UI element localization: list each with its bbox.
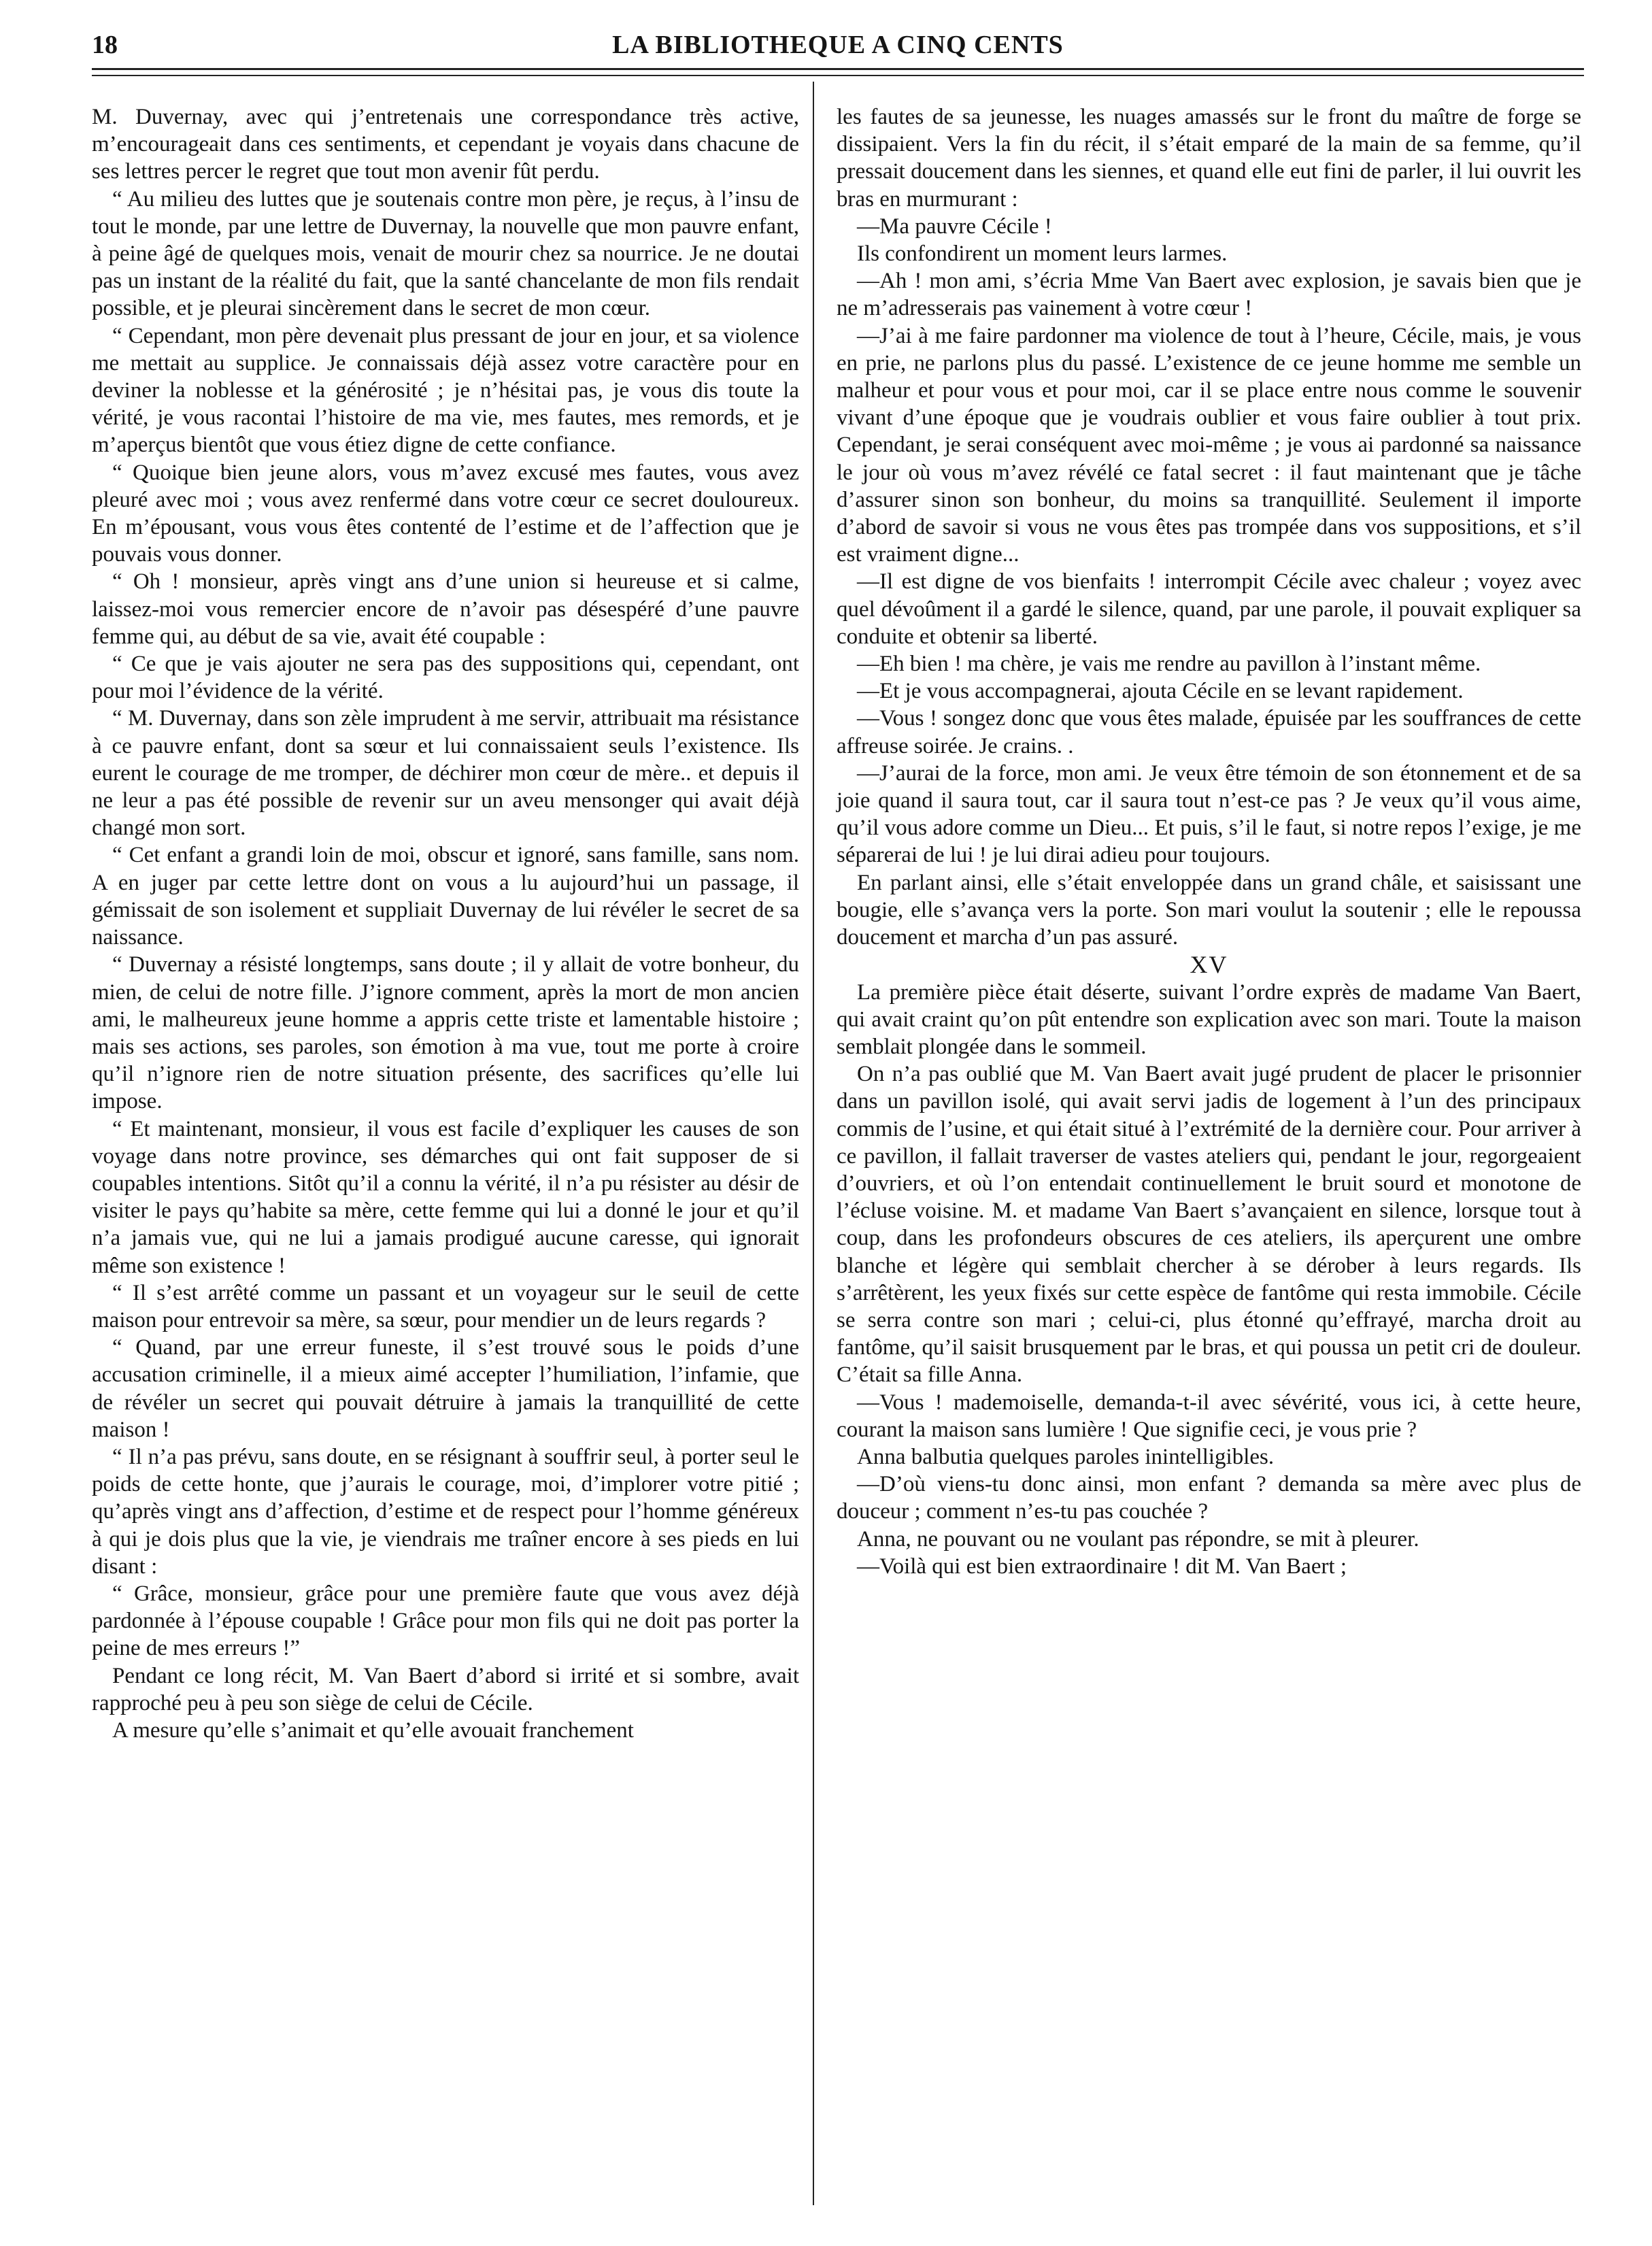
- paragraph: “ Cependant, mon père devenait plus pressant de jour en jour, et sa violence me mettait au supplice. Je connaissais déjà assez votre caractère pour en deviner la noblesse et la générosité ; je n’hésitai pas, je vous dis toute la vérité, je vous racontai l’histoire de ma vie, mes fautes, mes remords, et je m’aperçus bientôt que vous étiez digne de cette confiance.: [92, 323, 799, 458]
- paragraph: Ils confondirent un moment leurs larmes.: [857, 241, 1228, 267]
- paragraph: A mesure qu’elle s’animait et qu’elle avouait franchement: [112, 1717, 634, 1743]
- paragraph: —Vous ! mademoiselle, demanda-t-il avec sévérité, vous ici, à cette heure, courant la maison sans lumière ! Que signifie ceci, je vous prie ?: [837, 1390, 1581, 1442]
- paragraph: “ Et maintenant, monsieur, il vous est facile d’expliquer les causes de son voyage dans notre province, ses démarches qui ont fait supposer de si coupables intentions. Sitôt qu’il a connu la vérité, il n’a pu résister au désir de visiter le pays qu’habite sa mère, cette femme qui lui a donné le jour et qu’il n’a jamais vue, qui ne lui a jamais prodigué aucune caresse, qui ignorait même son existence !: [92, 1116, 799, 1278]
- paragraph: “ M. Duvernay, dans son zèle imprudent à me servir, attribuait ma résistance à ce pauvre enfant, dont sa sœur et lui connaissaient seuls l’existence. Ils eurent le courage de me tromper, de déchirer mon cœur de mère.. et depuis il ne leur a pas été possible de revenir sur un aveu mensonger qui avait déjà changé mon sort.: [92, 706, 799, 841]
- right-column: [837, 103, 1581, 1580]
- paragraph: —Et je vous accompagnerai, ajouta Cécile en se levant rapidement.: [857, 679, 1464, 704]
- paragraph: —Voilà qui est bien extraordinaire ! dit M. Van Baert ;: [857, 1554, 1347, 1579]
- paragraph: les fautes de sa jeunesse, les nuages amassés sur le front du maître de forge se dissipaient. Vers la fin du récit, il s’était emparé de la main de sa femme, qu’il pressait doucement dans les siennes, et quand elle eut fini de parler, il lui ouvrit les bras en murmurant :: [837, 105, 1581, 212]
- page-number: 18: [92, 31, 118, 59]
- paragraph: “ Il n’a pas prévu, sans doute, en se résignant à souffrir seul, à porter seul le poids de cette honte, que j’aurais le courage, moi, d’implorer votre pitié ; qu’après vingt ans d’affection, d’estime et de respect pour l’homme généreux à qui je dois plus que la vie, je viendrais me traîner encore à ses pieds en lui disant :: [92, 1444, 799, 1579]
- paragraph: —Ma pauvre Cécile !: [857, 214, 1052, 239]
- paragraph: M. Duvernay, avec qui j’entretenais une correspondance très active, m’encourageait dans ces sentiments, et cependant je voyais dans chacune de ses lettres percer le regret que tout mon avenir fût perdu.: [92, 105, 799, 184]
- paragraph: “ Duvernay a résisté longtemps, sans doute ; il y allait de votre bonheur, du mien, de celui de notre fille. J’ignore comment, après la mort de mon ancien ami, le malheureux jeune homme a appris cette triste et lamentable histoire ; mais ses actions, ses paroles, son émotion à ma vue, tout me porte à croire qu’il n’ignore rien de notre situation présente, des sacrifices qu’elle lui impose.: [92, 952, 799, 1114]
- paragraph: —Eh bien ! ma chère, je vais me rendre au pavillon à l’instant même.: [857, 652, 1481, 677]
- paragraph: —J’ai à me faire pardonner ma violence de tout à l’heure, Cécile, mais, je vous en prie, ne parlons plus du passé. L’existence de ce jeune homme me semble un malheur et pour vous et pour moi, car il se place entre nous comme le souvenir vivant d’une époque que je voudrais oublier et vous faire oublier à tout prix. Cependant, je serai conséquent avec moi-même ; je vous ai pardonné sa naissance le jour où vous m’avez révélé ce fatal secret : il faut maintenant que je tâche d’assurer sinon son bonheur, du moins sa tranquillité. Seulement il importe d’abord de savoir si vous ne vous êtes pas trompée dans vos suppositions, et s’il est vraiment digne...: [837, 323, 1581, 567]
- paragraph: —Ah ! mon ami, s’écria Mme Van Baert avec explosion, je savais bien que je ne m’adresserais pas vainement à votre cœur !: [837, 269, 1581, 321]
- running-title: LA BIBLIOTHEQUE A CINQ CENTS: [612, 31, 1064, 59]
- paragraph: “ Cet enfant a grandi loin de moi, obscur et ignoré, sans famille, sans nom. A en juger par cette lettre dont on vous a lu aujourd’hui un passage, il gémissait de son isolement et suppliait Duvernay de lui révéler le secret de sa naissance.: [92, 843, 799, 950]
- paragraph: —J’aurai de la force, mon ami. Je veux être témoin de son étonnement et de sa joie quand il saura tout, car il saura tout n’est-ce pas ? Je veux qu’il vous aime, qu’il vous adore comme un Dieu... Et puis, s’il le faut, si notre repos l’exige, je me séparerai de lui ! je lui dirai adieu pour toujours.: [837, 760, 1581, 868]
- paragraph: Anna balbutia quelques paroles inintelligibles.: [857, 1444, 1275, 1469]
- paragraph: En parlant ainsi, elle s’était enveloppée dans un grand châle, et saisissant une bougie, elle s’avança vers la porte. Son mari voulut la soutenir ; elle le repoussa doucement et marcha d’un pas assuré.: [837, 870, 1581, 950]
- paragraph: “ Au milieu des luttes que je soutenais contre mon père, je reçus, à l’insu de tout le monde, par une lettre de Duvernay, la nouvelle que mon pauvre enfant, à peine âgé de quelques mois, venait de mourir chez sa nourrice. Je ne doutai pas un instant de la réalité du fait, que la santé chancelante de mon fils rendait possible, et je pleurai sincèrement dans le secret de mon cœur.: [92, 186, 799, 321]
- paragraph: La première pièce était déserte, suivant l’ordre exprès de madame Van Baert, qui avait craint qu’on pût entendre son explication avec son mari. Toute la maison semblait plongée dans le sommeil.: [837, 979, 1581, 1059]
- header-rule-top: [92, 68, 1584, 70]
- left-column: [92, 103, 799, 1744]
- chapter-heading: XV: [1190, 951, 1228, 979]
- paragraph: “ Quoique bien jeune alors, vous m’avez excusé mes fautes, vous avez pleuré avec moi ; vous avez renfermé dans votre cœur ce secret douloureux. En m’épousant, vous vous êtes contenté de l’estime et de l’affection que je pouvais vous donner.: [92, 460, 799, 567]
- page-header: [92, 27, 1584, 68]
- paragraph: “ Oh ! monsieur, après vingt ans d’une union si heureuse et si calme, laissez-moi vous remercier encore de n’avoir pas désespéré d’une pauvre femme qui, au début de sa vie, avait été coupable :: [92, 569, 799, 649]
- paragraph: “ Il s’est arrêté comme un passant et un voyageur sur le seuil de cette maison pour entrevoir sa mère, sa sœur, pour mendier un de leurs regards ?: [92, 1280, 799, 1332]
- paragraph: Pendant ce long récit, M. Van Baert d’abord si irrité et si sombre, avait rapproché peu à peu son siège de celui de Cécile.: [92, 1663, 799, 1715]
- paragraph: —Vous ! songez donc que vous êtes malade, épuisée par les souffrances de cette affreuse soirée. Je crains. .: [837, 706, 1581, 758]
- paragraph: “ Quand, par une erreur funeste, il s’est trouvé sous le poids d’une accusation criminelle, il a mieux aimé accepter l’humiliation, l’infamie, que de révéler un secret qui pouvait détruire à jamais la tranquillité de cette maison !: [92, 1335, 799, 1442]
- paragraph: Anna, ne pouvant ou ne voulant pas répondre, se mit à pleurer.: [857, 1526, 1419, 1552]
- paragraph: —D’où viens-tu donc ainsi, mon enfant ? demanda sa mère avec plus de douceur ; comment n’es-tu pas couchée ?: [837, 1472, 1581, 1524]
- header-rule-bottom: [92, 75, 1584, 76]
- paragraph: On n’a pas oublié que M. Van Baert avait jugé prudent de placer le prisonnier dans un pavillon isolé, qui avait servi jadis de logement à l’un des principaux commis de l’usine, et qui était situé à l’extrémité de la dernière cour. Pour arriver à ce pavillon, il fallait traverser de vastes ateliers qui, pendant le jour, regorgeaient d’ouvriers, et où l’on entendait continuellement le bruit sourd et monotone de l’écluse voisine. M. et madame Van Baert s’avançaient en silence, lorsque tout à coup, dans les profondeurs obscures de ces ateliers, ils aperçurent une ombre blanche et légère qui semblait chercher à se dérober à leurs regards. Ils s’arrêtèrent, les yeux fixés sur cette espèce de fantôme qui resta immobile. Cécile se serra contre son mari ; celui-ci, plus étonné qu’effrayé, marcha droit au fantôme, qu’il saisit brusquement par le bras, et qui poussa un petit cri de douleur. C’était sa fille Anna.: [837, 1062, 1582, 1388]
- paragraph: —Il est digne de vos bienfaits ! interrompit Cécile avec chaleur ; voyez avec quel dévoûment il a gardé le silence, quand, par une parole, il pouvait expliquer sa conduite et obtenir sa liberté.: [837, 569, 1581, 649]
- paragraph: “ Ce que je vais ajouter ne sera pas des suppositions qui, cependant, ont pour moi l’évidence de la vérité.: [92, 652, 799, 704]
- column-divider: [813, 82, 814, 2205]
- paragraph: “ Grâce, monsieur, grâce pour une première faute que vous avez déjà pardonnée à l’épouse coupable ! Grâce pour mon fils qui ne doit pas porter la peine de mes erreurs !”: [92, 1581, 799, 1661]
